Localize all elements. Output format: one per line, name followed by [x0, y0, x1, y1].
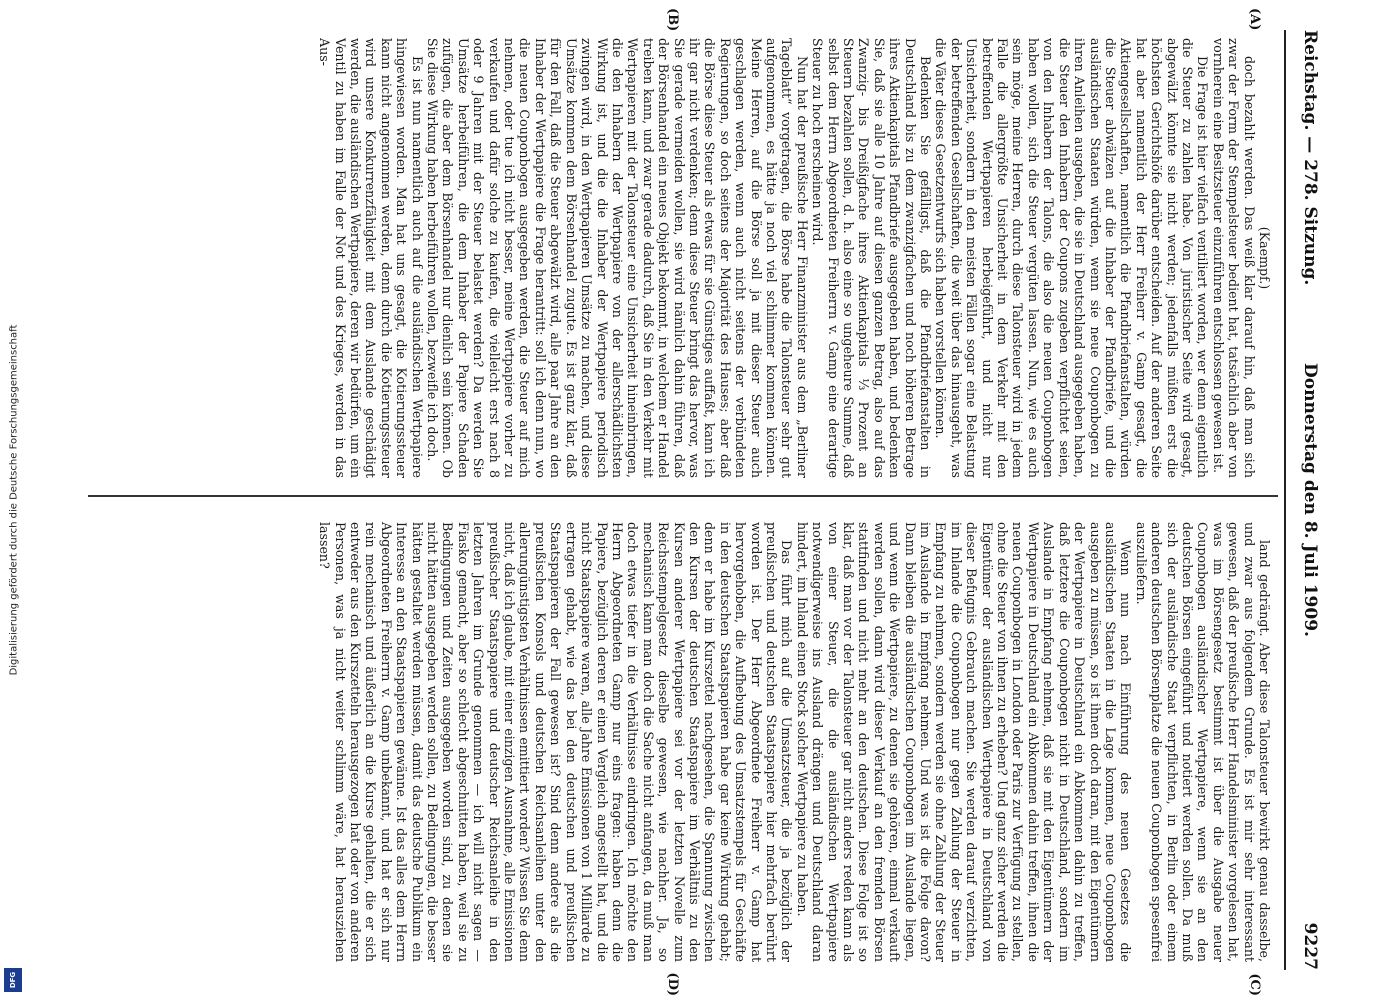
credit-text: Digitalisierung gefördert durch die Deutsche Forschungsgemeinschaft: [8, 324, 20, 676]
paragraph: Wenn nun nach Einführung des neuen Gesetzes die ausländischen Staaten in die Lage kommen, neue Couponbogen ausgeben zu müssen, so ist ihnen doch daran, mit den Eigentümern der Wertpapiere in Deutschland ein Abkommen dahin zu treffen, daß letztere die Couponbogen nicht in Deutschland, sondern im Auslande in Empfang nehmen, daß sie mit den Eigentümern der Wertpapiere in Deutschland ein Abkommen dahin treffen, ihnen die neuen Couponbogen in London oder Paris zur Verfügung zu stellen, ohne die Steuer von ihnen zu erheben? Und ganz sicher werden die Eigentümer der ausländischen Wertpapiere in Deutschland von dieser Befugnis Gebrauch machen. Sie werden darauf verzichten, im Inlande die Couponbogen nur gegen Zahlung der Steuer in Empfang zu nehmen, sondern werden sie ohne Zahlung der Steuer im Auslande in Empfang nehmen. Und was ist die Folge davon? Dann bleiben die ausländischen Couponbogen im Auslande liegen, und wenn die Wertpapiere, zu denen sie gehören, einmal verkauft werden sollen, dann wird dieser Verkauf an den fremden Börsen stattfinden und nicht mehr an den deutschen. Diese Folge ist so klar, daß man vor der Talonsteuer gar nicht anders reden kann als von einer Steuer, die die ausländischen Wertpapiere notwendigerweise ins Ausland drängen und Deutschland daran hindert, im Inland einen Stock solcher Wertpapiere zu haben.: [794, 522, 1134, 962]
paragraph: Nun hat der preußische Herr Finanzminister aus dem „Berliner Tageblatt“ vorgetragen, die Börse habe die Talonsteuer sehr gut aufgenommen, es hätte ja noch viel schlimmer kommen können. Meine Herren, auf die Börse soll ja mit dieser Steuer auch geschlagen werden, wenn auch nicht seitens der verbündeten Regierungen, so doch seitens der Majorität des Hauses; aber daß die Börse diese Steuer als etwas für sie Günstiges auffaßt, kann ich ihr gar nicht verdenken; denn diese Steuer bringt das hervor, was Sie gerade vermeiden wollen, sie wird nämlich dahin führen, daß der Börsenhandel ein neues Objekt bekommt, in welchem er Handel treiben kann, und zwar gerade dadurch, daß Sie in den Verkehr mit Wertpapieren mit der Talonsteuer eine Unsicherheit hineinbringen, die den Inhabern der Wertpapiere von der allerschädlichsten Wirkung ist, und die die Inhaber der Wertpapiere periodisch zwingen wird, in den Wertpapieren Umsätze zu machen, und diese Umsätze kommen dem Börsenhandel zugute. Es ist ganz klar, daß für den Fall, daß die Steuer abgewälzt wird, alle paar Jahre an den Inhaber der Wertpapiere die Frage herantritt: soll ich denn nun, wo die neuen Couponbogen ausgegeben werden, die Steuer auf mich nehmen, oder tue ich nicht besser, meine Wertpapiere vorher zu verkaufen und dafür solche zu kaufen, die vielleicht erst nach 8 oder 9 Jahren mit der Steuer belastet werden? Da werden Sie Umsätze herbeiführen, die dem Inhaber der Papiere Schaden zufügen, die aber dem Börsenhandel nur dienlich sein können. Ob Sie diese Wirkung haben herbeiführen wollen, bezweifle ich doch.: [425, 38, 810, 478]
margin-mark-c: (C): [1247, 973, 1262, 996]
paragraph: land gedrängt. Aber diese Talonsteuer bewirkt genau dasselbe, und zwar aus folgendem Grunde. Es ist mir sehr interessant gewesen, daß der preußische Herr Handelsminister vorgelesen hat, was im Börsengesetz bestimmt ist über die Ausgabe neuer Couponbogen ausländischer Wertpapiere, wenn sie an den deutschen Börsen eingeführt und notiert werden sollen. Da muß sich der ausländische Staat verpflichten, in Berlin oder einem anderen deutschen Börsenplatze die neuen Couponbogen spesenfrei auszuliefern.: [1133, 522, 1272, 962]
page-body: [40, 0, 1340, 1000]
paragraph: Es ist nun namentlich auch auf die ausländischen Wertpapiere hingewiesen worden. Man hat uns gesagt, die Kotierungssteuer kann nicht angenommen werden, denn durch die Kotierungssteuer wird unsere Konkurrenzfähigkeit mit dem Auslande geschädigt werden, die ausländischen Wertpapiere, deren wir bedürfen, um ein Ventil zu haben im Falle der Not und des Krieges, werden in das Aus-: [317, 38, 425, 478]
paragraph: doch bezahlt werden. Das weiß klar darauf hin, daß man sich zwar der Form der Stempelsteuer bedient hat, tatsächlich aber von vornherein eine Besitzsteuer einzuführen entschlossen gewesen ist.: [1210, 38, 1257, 478]
paragraph: Das führt mich auf die Umsatzsteuer, die ja bezüglich der preußischen und deutschen Staatspapiere hier mehrfach berührt worden ist. Der Herr Abgeordnete Freiherr v. Gamp hat hervorgehoben, die Aufhebung des Umsatzstempels für Geschäfte in den deutschen Staatspapieren habe gar keine Wirkung gehabt; denn er habe im Kurszettel nachgesehen, die Spannung zwischen den Kursen der deutschen Staatspapiere im Verhältnis zu den Kursen anderer Wertpapiere sei vor der letzten Novelle zum Reichsstempelgesetz dieselbe gewesen, wie nachher. Ja, so mechanisch kann man doch die Sache nicht anfangen, da muß man doch etwas tiefer in die Verhältnisse eindringen. Ich möchte den Herrn Abgeordneten Gamp nur eins fragen: haben denn die Papiere, bezüglich deren er einen Vergleich angestellt hat, und die nicht Staatspapiere waren, alle Jahre Emissionen von 1 Milliarde zu ertragen gehabt, wie das bei den deutschen und preußischen Staatspapieren der Fall gewesen ist? Sind denn andere als die preußischen Konsols und deutschen Reichsanleihen unter den allerungünstigsten Verhältnissen emittiert worden? Wissen Sie denn nicht, daß ich glaube, mit einer einzigen Ausnahme, alle Emissionen preußischer Staatspapiere und deutscher Reichsanleihe in den letzten Jahren im Grunde genommen — ich will nicht sagen — Fiasko gemacht, aber so schlecht abgeschnitten haben, weil sie zu Bedingungen und Zeiten ausgegeben worden sind, zu denen sie nicht hätten ausgegeben werden sollen, zu Bedingungen, die besser hätten gestaltet werden müssen, damit das deutsche Publikum ein Interesse an den Staatspapieren gewänne. Ist das alles dem Herrn Abgeordneten Freiherrn v. Gamp unbekannt, und hat er sich nur rein mechanisch und äußerlich an die Kurse gehalten, die er sich entweder aus den Kurszetteln herausgezogen hat oder von anderen Personen, was ja nicht weiter schlimm wäre, hat herausziehen lassen?: [317, 522, 795, 962]
page-number: 9227: [1300, 922, 1320, 970]
header-rule: [1284, 30, 1286, 970]
page-header: [1290, 30, 1320, 970]
header-session: Reichstag. — 278. Sitzung.: [1300, 30, 1320, 286]
right-column: [92, 522, 1272, 962]
margin-mark-d: (D): [665, 972, 680, 996]
column-divider: [88, 495, 1278, 497]
margin-mark-b: (B): [665, 8, 680, 32]
paragraph: Die Frage ist hier vielfach ventiliert worden, wer denn eigentlich die Steuer zu zahlen habe. Von juristischer Seite wird gesagt, abgewälzt könnte sie nicht werden; jedenfalls müßten erst die höchsten Gerichtshöfe darüber entscheiden. Auf der anderen Seite hat aber namentlich der Herr Freiherr v. Gamp gesagt, die Aktiengesellschaften, namentlich die Pfandbriefanstalten, würden die Steuer abwälzen auf die Inhaber der Pfandbriefe, und die ausländischen Staaten würden, wenn sie neue Couponbogen zu ihren Anleihen ausgeben, die sie in Deutschland ausgegeben haben, die Steuer den Inhabern der Coupons zugeben verpflichtet seien, von den Inhabern der Talons, die also die neuen Couponbogen haben wollen, sich die Steuer vergüten lassen. Nun, wie es auch sein möge, meine Herren, durch diese Talonsteuer wird in jedem Falle die allergrößte Unsicherheit in dem Verkehr mit den betreffenden Wertpapieren herbeigeführt, und nicht nur Unsicherheit, sondern in den meisten Fällen sogar eine Belastung der betreffenden Gesellschaften, die weit über das hinausgeht, was die Väter dieses Gesetzentwurfs sich haben vorstellen können.: [933, 38, 1211, 478]
speaker-name: (Kaempf.): [1257, 226, 1272, 290]
left-column: [92, 38, 1272, 478]
digitization-credit: [2, 0, 26, 1000]
header-date: Donnerstag den 8. Juli 1909.: [1300, 363, 1320, 637]
dfg-logo: [4, 968, 22, 992]
dfg-logo-text: DFG: [9, 971, 17, 989]
rotated-page-content: [40, 0, 1340, 1000]
margin-mark-a: (A): [1247, 8, 1262, 31]
paragraph: Bedenken Sie gefälligst, daß die Pfandbriefanstalten in Deutschland bis zu dem zwanzigfachen und noch höheren Betrage ihres Aktienkapitals Pfandbriefe ausgegeben haben, und bedenken Sie, daß sie alle 10 Jahre auf diesen ganzen Betrag, also auf das Zwanzig- bis Dreißigfache ihres Aktienkapitals ⅓ Prozent an Steuern bezahlen sollen, d. h. also eine so ungeheure Summe, daß selbst dem Herrn Abgeordneten Freiherrn v. Gamp eine derartige Steuer zu hoch erscheinen wird.: [810, 38, 934, 478]
